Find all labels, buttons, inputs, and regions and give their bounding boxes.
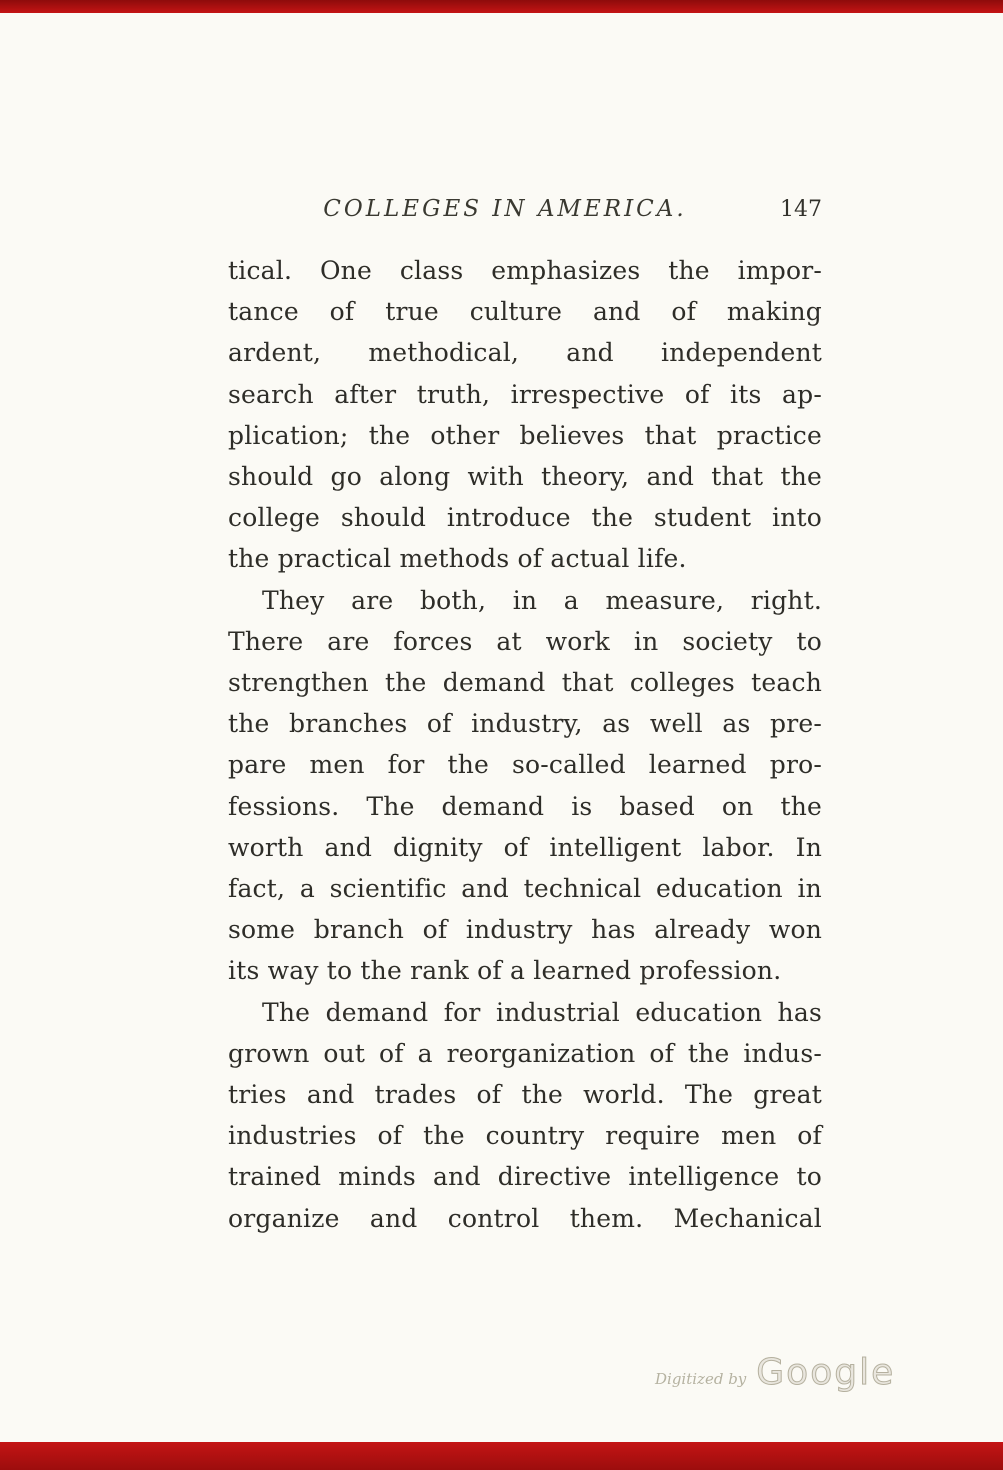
text-line: pare men for the so-called learned pro-: [228, 750, 822, 780]
text-line: strengthen the demand that colleges teach: [228, 668, 822, 698]
text-line: plication; the other believes that practice: [228, 420, 822, 450]
text-line: ardent, methodical, and independent: [228, 338, 822, 368]
text-line: tries and trades of the world. The great: [228, 1080, 822, 1110]
text-line: The demand for industrial education has: [262, 997, 822, 1027]
text-line: worth and dignity of intelligent labor. In: [228, 832, 822, 862]
text-line: some branch of industry has already won: [228, 915, 822, 945]
text-line: tance of true culture and of making: [228, 297, 822, 327]
page-number: 147: [780, 197, 822, 222]
running-title: COLLEGES IN AMERICA.: [323, 196, 687, 222]
text-line: They are both, in a measure, right.: [262, 585, 822, 615]
text-line: should go along with theory, and that the: [228, 462, 822, 492]
digitized-by-google-watermark: [655, 1352, 895, 1393]
page-header: [228, 196, 822, 230]
scan-edge-top: [0, 0, 1003, 13]
scan-edge-bottom: [0, 1442, 1003, 1470]
text-line: industries of the country require men of: [228, 1121, 822, 1151]
text-line: trained minds and directive intelligence to: [228, 1162, 822, 1192]
text-line: fact, a scientific and technical education in: [228, 874, 822, 904]
page-body: [228, 250, 822, 1239]
text-line: college should introduce the student into: [228, 503, 822, 533]
paragraph: [228, 250, 822, 580]
text-line: the branches of industry, as well as pre-: [228, 709, 822, 739]
text-line: the practical methods of actual life.: [228, 544, 687, 574]
text-line: its way to the rank of a learned profession.: [228, 956, 782, 986]
text-line: grown out of a reorganization of the indus-: [228, 1038, 822, 1068]
text-line: tical. One class emphasizes the impor-: [228, 256, 822, 285]
text-line: search after truth, irrespective of its ap-: [228, 379, 822, 409]
paragraph: [228, 992, 822, 1239]
watermark-prefix: Digitized by: [655, 1370, 747, 1388]
text-line: fessions. The demand is based on the: [228, 791, 822, 821]
paragraph: [228, 580, 822, 992]
google-logo-text: Google: [756, 1352, 896, 1393]
text-line: organize and control them. Mechanical: [228, 1203, 822, 1233]
text-line: There are forces at work in society to: [228, 626, 822, 656]
